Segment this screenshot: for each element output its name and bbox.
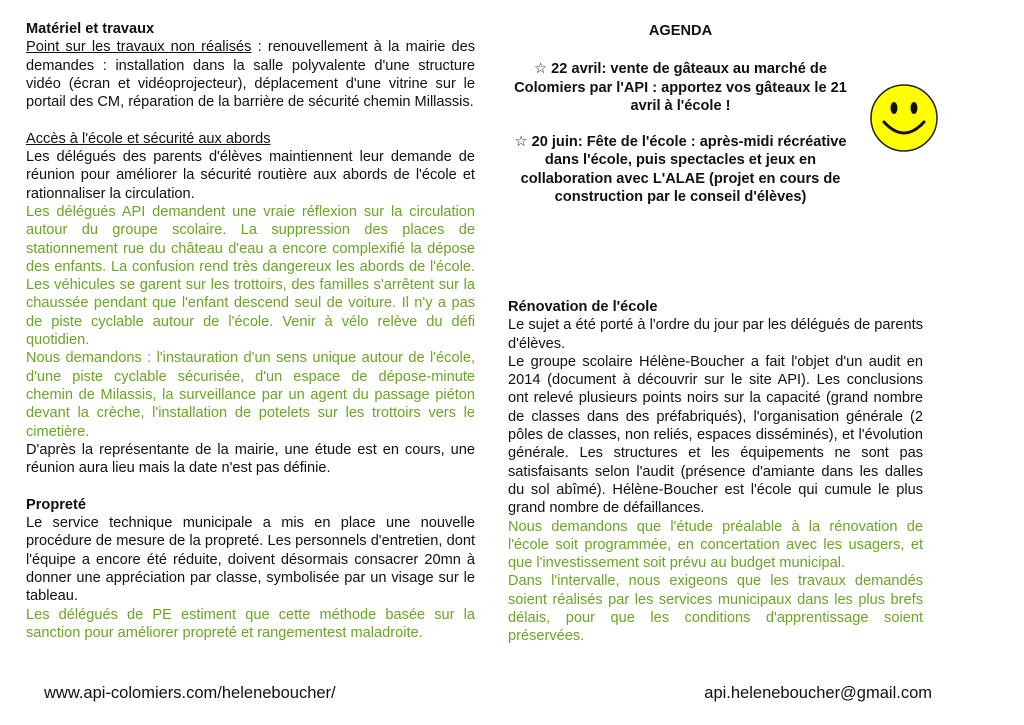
renovation-green2: Dans l'intervalle, nous exigeons que les travaux demandés soient réalisés par les services municipaux dans les plus brefs délais, pour que les conditions d'apprentissage soient préservées.: [508, 573, 923, 645]
renovation-text2: Le groupe scolaire Hélène-Boucher a fait l'objet d'un audit en 2014 (document à découvrir sur le site API). Les conclusions ont relevé plusieurs points noirs sur la capacité (grand nombre de classes dans des préfabriqués), l'organisation générale (2 pôles de classes, non reliés, espaces disséminés), et l'évolution générale. Les structures et les équipements ne sont pas satisfaisants selon l'audit (présence d'amiante dans les dalles du sol abîmé). Hélène-Boucher est l'école qui cumule le plus grand nombre de défaillances.: [508, 353, 923, 517]
renovation-heading: Rénovation de l'école: [508, 299, 658, 315]
materiel-paragraph: [26, 38, 475, 111]
materiel-heading: Matériel et travaux: [26, 21, 155, 37]
renovation-section: [508, 298, 923, 646]
footer-email[interactable]: api.heleneboucher@gmail.com: [704, 684, 932, 702]
renovation-text1: Le sujet a été porté à l'ordre du jour par les délégués de parents d'élèves.: [508, 317, 923, 352]
acces-text2: D'après la représentante de la mairie, une étude est en cours, une réunion aura lieu mais la date n'est pas définie.: [26, 441, 475, 477]
agenda-title: AGENDA: [648, 23, 713, 39]
materiel-text: : renouvellement à la mairie des demandes : installation dans la salle polyvalente d'une structure vidéo (écran et vidéoprojecteur), déplacement d'une vitrine sur le portail des CM, réparation de la barrière de sécurité chemin Millassis.: [26, 39, 476, 111]
acces-green1: Les délégués API demandent une vraie réflexion sur la circulation autour du groupe scolaire. La suppression des places de stationnement rue du château d'eau a encore complexifié la dépose des enfants. La confusion rend très dangereux les abords de l'école. Les véhicules se garent sur les trottoirs, des familles s'arrêtent sur la chaussée pendant que l'enfant descend seul de voiture. Il n'y a pas de piste cyclable autour de l'école. Venir à vélo relève du défi quotidien.: [26, 203, 475, 349]
proprete-heading: Propreté: [26, 496, 87, 513]
materiel-subheading: Point sur les travaux non réalisés: [26, 39, 252, 56]
renovation-green1: Nous demandons que l'étude préalable à la rénovation de l'école soit programmée, en concertation avec les usagers, et que l'investissement soit prévu au budget municipal.: [508, 518, 923, 572]
left-column: [26, 20, 475, 642]
agenda-event: ☆ 22 avril: vente de gâteaux au marché de Colomiers par l'API : apportez vos gâteaux le 21 avril à l'école !: [514, 61, 847, 114]
acces-subheading: Accès à l'école et sécurité aux abords: [26, 130, 271, 147]
footer-website[interactable]: www.api-colomiers.com/heleneboucher/: [44, 684, 336, 702]
proprete-green: Les délégués de PE estiment que cette méthode basée sur la sanction pour améliorer propreté et rangementest maladroite.: [26, 606, 475, 641]
agenda-section: [508, 22, 853, 224]
smiley-face-icon: [868, 82, 940, 154]
acces-green2: Nous demandons : l'instauration d'un sens unique autour de l'école, d'une piste cyclable sécurisée, d'un espace de dépose-minute chemin de Milassis, la surveillance par un agent du passage piéton devant la crèche, l'installation de potelets sur les trottoirs vers le cimetière.: [26, 350, 475, 440]
proprete-text: Le service technique municipale a mis en place une nouvelle procédure de mesure de la propreté. Les personnels d'entretien, dont l'équipe a encore été réduite, doivent désormais consacrer 20mn à donner une appréciation par classe, symbolisée par un visage sur le tableau.: [26, 515, 475, 605]
agenda-event: ☆ 20 juin: Fête de l'école : après-midi récréative dans l'école, puis spectacles et jeux en collaboration avec L'ALAE (projet en cours de construction par le conseil d'élèves): [514, 134, 847, 206]
acces-text1: Les délégués des parents d'élèves maintiennent leur demande de réunion pour améliorer la sécurité routière aux abords de l'école et rationnaliser la circulation.: [26, 149, 475, 202]
